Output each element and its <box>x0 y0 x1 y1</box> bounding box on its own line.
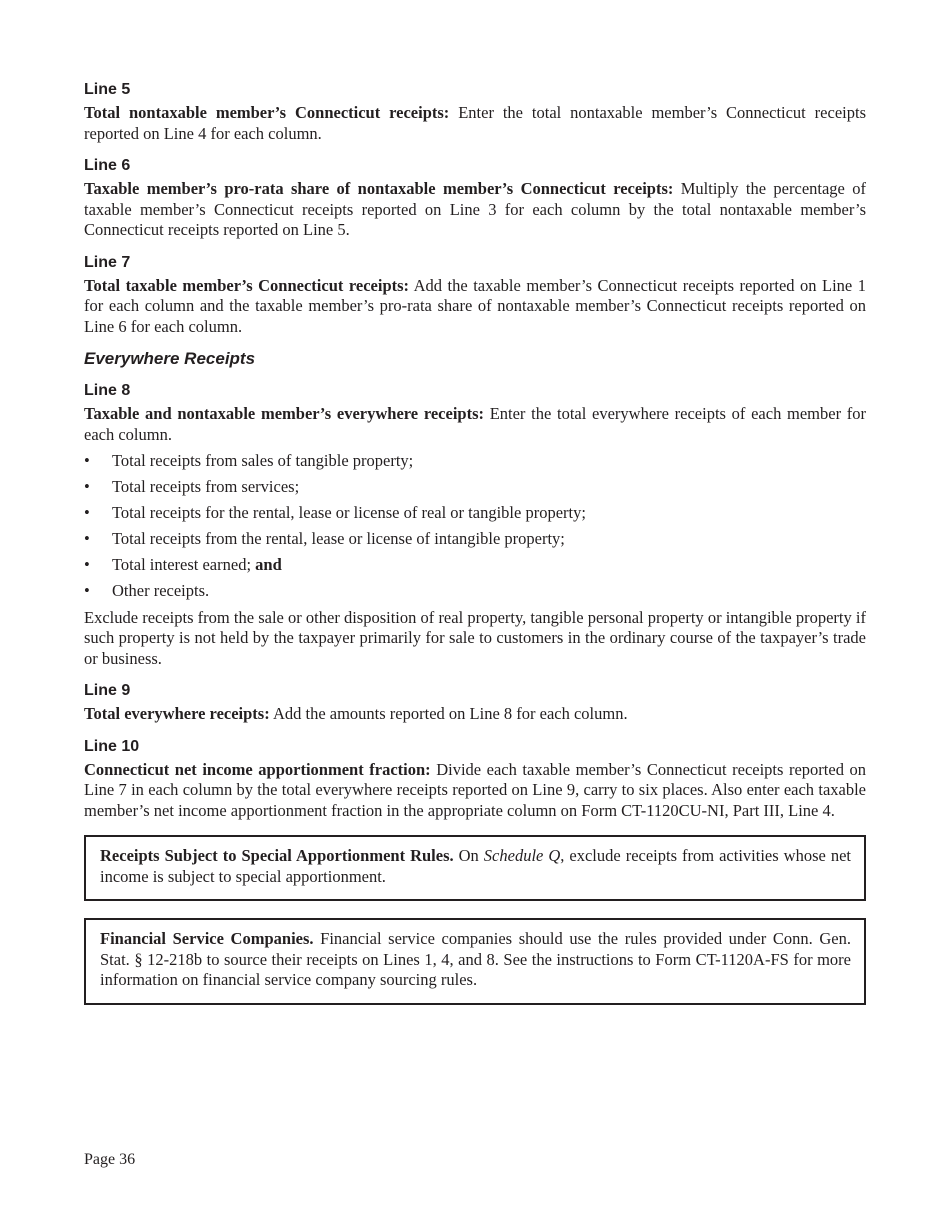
box2-text: Financial service companies should use the rules provided under Conn. Gen. Stat. § 12-218b to source their receipts on Lines 1, 4, and 8. See the instructions to Form CT-1120A-FS for more information on financial service company sourcing rules. <box>100 929 851 989</box>
line6-label: Taxable member’s pro-rata share of nontaxable member’s Connecticut receipts: <box>84 179 674 198</box>
list-item-text: Total receipts for the rental, lease or license of real or tangible property; <box>112 503 586 522</box>
bullet-icon: • <box>84 529 90 548</box>
line9-heading: Line 9 <box>84 682 131 699</box>
line10-label: Connecticut net income apportionment fraction: <box>84 759 431 779</box>
box2-label: Financial Service Companies. <box>100 929 314 948</box>
line7-label: Total taxable member’s Connecticut receipts: <box>84 275 410 295</box>
line5-paragraph <box>84 103 866 144</box>
line8-label: Taxable and nontaxable member’s everywhere receipts: <box>84 404 484 423</box>
line6-text: Multiply the percentage of taxable member’s Connecticut receipts reported on Line 3 for each column by the total nontaxable member’s Connecticut receipts reported on Line 5. <box>84 179 866 239</box>
line8-text: Enter the total everywhere receipts of each member for each column. <box>84 404 867 444</box>
list-item <box>84 581 866 602</box>
line5-text: Enter the total nontaxable member’s Connecticut receipts reported on Line 4 for each column. <box>84 103 866 143</box>
everywhere-receipts-heading: Everywhere Receipts <box>84 349 256 368</box>
bullet-icon: • <box>84 503 90 522</box>
list-item <box>84 477 866 498</box>
line8-heading: Line 8 <box>84 382 131 399</box>
list-item-text: Total receipts from sales of tangible property; <box>112 451 414 470</box>
box1-label: Receipts Subject to Special Apportionment Rules. <box>100 846 454 865</box>
line5-heading: Line 5 <box>84 81 131 98</box>
special-apportionment-notice-box <box>84 835 866 901</box>
bullet-icon: • <box>84 581 90 600</box>
box1-text-after: , exclude receipts from activities whose net income is subject to special apportionment. <box>100 846 851 886</box>
line10-paragraph <box>84 760 866 822</box>
box1-text-before: On <box>453 846 484 865</box>
list-item <box>84 555 866 576</box>
page-number: Page 36 <box>84 1151 136 1168</box>
bullet-icon: • <box>84 477 90 496</box>
line8-exclude-paragraph: Exclude receipts from the sale or other disposition of real property, tangible personal property or intangible property if such property is not held by the taxpayer primarily for sale to customers in the ordinary course of the taxpayer’s trade or business. <box>84 607 866 668</box>
list-item <box>84 451 866 472</box>
list-item <box>84 503 866 524</box>
line9-paragraph <box>84 704 866 725</box>
line9-text: Add the amounts reported on Line 8 for each column. <box>269 704 628 723</box>
list-item-text: Total receipts from the rental, lease or license of intangible property; <box>112 529 565 548</box>
line8-bullet-list <box>84 451 866 602</box>
bullet-icon: • <box>84 555 90 574</box>
list-item-text: Total receipts from services; <box>112 477 300 496</box>
line6-heading: Line 6 <box>84 157 131 174</box>
line7-heading: Line 7 <box>84 253 131 271</box>
line10-text: Divide each taxable member’s Connecticut receipts reported on Line 7 in each column by the total everywhere receipts reported on Line 9, carry to six places. Also enter each taxable member’s net income apportionment fraction in the appropriate column on Form CT-1120CU-NI, Part III, Line 4. <box>84 759 867 820</box>
line7-text: Add the taxable member’s Connecticut receipts reported on Line 1 for each column and the taxable member’s pro-rata share of nontaxable member’s Connecticut receipts reported on Line 6 for each column. <box>84 275 866 336</box>
list-item <box>84 529 866 550</box>
line7-paragraph <box>84 276 866 338</box>
line10-heading: Line 10 <box>84 737 140 755</box>
financial-service-notice-box <box>84 918 866 1005</box>
list-item-bold-and: and <box>255 555 282 574</box>
bullet-icon: • <box>84 451 90 470</box>
line8-paragraph <box>84 404 866 445</box>
line5-label: Total nontaxable member’s Connecticut receipts: <box>84 103 450 122</box>
box1-schedule-q: Schedule Q <box>483 846 561 865</box>
document-page <box>84 80 866 1022</box>
list-item-text: Other receipts. <box>112 581 210 600</box>
list-item-text: Total interest earned; <box>112 555 256 574</box>
line9-label: Total everywhere receipts: <box>84 704 270 723</box>
line6-paragraph <box>84 179 866 241</box>
